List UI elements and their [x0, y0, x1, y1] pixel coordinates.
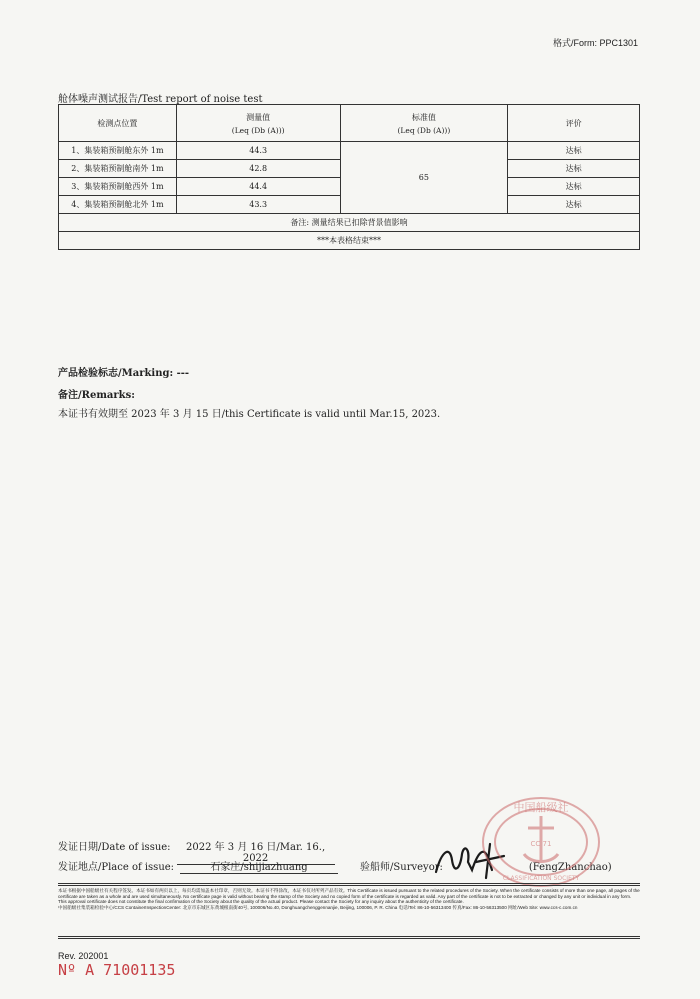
cell-position: 3、集装箱预制舱西外 1m	[59, 178, 177, 196]
header-evaluation: 评价	[508, 105, 640, 142]
issue-date-value: 2022 年 3 月 16 日/Mar. 16., 2022	[177, 838, 335, 865]
remarks-text: 本证书有效期至 2023 年 3 月 15 日/this Certificate is valid until Mar.15, 2023.	[58, 409, 441, 420]
surveyor-name: (FengZhanchao)	[528, 862, 612, 873]
noise-test-table	[58, 104, 640, 250]
seal-bottom-text: CLASSIFICATION SOCIETY	[502, 875, 580, 882]
seal-top-text: 中国船级社	[513, 801, 569, 814]
header-measured-unit: (Leq (Db (A)))	[231, 125, 285, 135]
cell-value: 44.4	[176, 178, 340, 196]
serial-number: Nº A 71001135	[58, 961, 176, 979]
issue-date-label: 发证日期/Date of issue:	[58, 842, 171, 853]
official-seal	[476, 792, 606, 892]
header-measured: 测量值 (Leq (Db (A)))	[176, 105, 340, 142]
table-title: 舱体噪声测试报告/Test report of noise test	[58, 94, 263, 105]
disclaimer-text: 本证书根据中国船级社有关程序签发。本证书如有两页以上，每页均需加盖本社印章，否则无效。本证书不得涂改，本证书仅对所列产品有效。This Certificate is issued pursuant to the related procedures of the Society. When the certificate consists of more than one page, all pages of the certificate are taken as a whole and are used simultaneously. No certificate page is valid without bearing the stamp of the Society and no copied form of the certificate is regarded as valid. Any part of the certificate is not to be extracted or changed by any unit or individual in any form. This approval certificate does not constitute the final confirmation of the Society about the quality of the actual product. Please contact the Society for any inquiry about the authenticity of the certificate.	[58, 888, 640, 905]
header-standard: 标准值 (Leq (Db (A)))	[340, 105, 508, 142]
cell-position: 1、集装箱预制舱东外 1m	[59, 142, 177, 160]
cell-position: 4、集装箱预制舱北外 1m	[59, 196, 177, 214]
cell-position: 2、集装箱预制舱南外 1m	[59, 160, 177, 178]
table-note-row	[59, 214, 640, 232]
marking: 产品检验标志/Marking: ---	[58, 368, 190, 379]
table-end: ***本表格结束***	[59, 232, 640, 250]
disclaimer-footer: 中国船级社集装箱检验中心/CCS ContainerInspectionCenter: 北京市东城区东黄城根南街40号, 100006/No.40, Donghuangchenggennanjie, Beijing, 100006, P. R. China 电话/Tel: 86-10-56313400 传真/Fax: 86-10-56313500 网址/Web Site: www.ccs-c.com.cn	[58, 904, 578, 910]
table-note: 备注: 测量结果已扣除背景值影响	[59, 214, 640, 232]
header-standard-unit: (Leq (Db (A)))	[397, 125, 451, 135]
header-position: 检测点位置	[59, 105, 177, 142]
cell-value: 43.3	[176, 196, 340, 214]
cell-value: 42.8	[176, 160, 340, 178]
table-end-row	[59, 232, 640, 250]
table-header-row	[59, 105, 640, 142]
issue-place-label: 发证地点/Place of issue:	[58, 862, 175, 873]
cell-value: 44.3	[176, 142, 340, 160]
table-row	[59, 142, 640, 160]
revision: Rev. 202001	[58, 951, 109, 961]
remarks-heading: 备注/Remarks:	[58, 390, 135, 401]
issue-place-value: 石家庄/shijiazhuang	[180, 858, 338, 874]
form-number: 格式/Form: PPC1301	[552, 38, 638, 48]
cell-result: 达标	[508, 196, 640, 214]
cell-result: 达标	[508, 142, 640, 160]
disclaimer-box	[58, 883, 640, 939]
cell-result: 达标	[508, 160, 640, 178]
cell-result: 达标	[508, 178, 640, 196]
surveyor-label: 验船师/Surveyor:	[360, 862, 443, 873]
cell-standard: 65	[340, 142, 508, 214]
seal-code-text: CC 71	[530, 840, 552, 848]
